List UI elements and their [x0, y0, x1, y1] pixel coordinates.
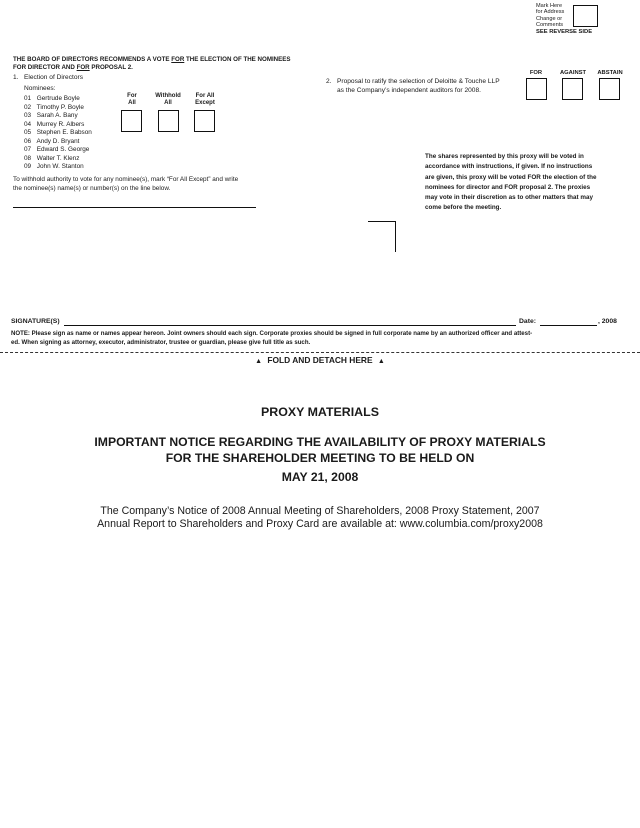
nominee-item: [24, 121, 84, 129]
meeting-date: MAY 21, 2008: [281, 470, 359, 484]
rec-line1-for: FOR: [171, 56, 185, 63]
nominee-number: 04: [24, 120, 32, 128]
date-label: Date:: [519, 318, 536, 325]
fold-detach-text: FOLD AND DETACH HERE: [267, 355, 373, 365]
address-mark-line: for Address: [536, 9, 565, 16]
note-line2: ed. When signing as attorney, executor, administrator, trustee or guardian, please give full title as such.: [11, 339, 311, 346]
nominee-name: Walter T. Klenz: [36, 154, 80, 162]
rec-line2-for: FOR: [76, 63, 90, 71]
up-arrow-icon: ▲: [377, 358, 385, 365]
up-arrow-icon: ▲: [255, 358, 263, 365]
note-line1: NOTE: Please sign as name or names appear hereon. Joint owners should each sign. Corporate proxies should be signed in full corporate name by an authorized officer and attest-: [11, 330, 533, 337]
withhold-instructions: [13, 175, 238, 193]
withhold-line2: the nominee(s) name(s) or number(s) on the line below.: [13, 185, 171, 192]
nominee-item: [24, 129, 92, 137]
corner-registration-mark: [368, 221, 396, 252]
nominee-name: Edward S. George: [36, 146, 90, 153]
proxy-statement-line: accordance with instructions, if given. If no instructions: [425, 163, 593, 171]
proposal2-line2: as the Company’s independent auditors for 2008.: [337, 86, 481, 94]
notice-body-line1: The Company’s Notice of 2008 Annual Meeting of Shareholders, 2008 Proxy Statement, 2007: [100, 505, 540, 517]
date-line[interactable]: [540, 325, 597, 326]
address-mark-line: Change or: [536, 15, 563, 22]
nominee-number: 06: [24, 137, 32, 145]
proxy-materials-heading: PROXY MATERIALS: [261, 405, 379, 419]
option-for-all-label: For All: [127, 93, 137, 106]
option-withhold-all-label: Withhold All: [155, 93, 181, 106]
nominee-item: [24, 155, 79, 163]
nominee-name: Murrey R. Albers: [36, 120, 85, 128]
proxy-statement-line: come before the meeting.: [425, 204, 502, 212]
notice-body: [0, 505, 640, 531]
address-mark-label: [536, 3, 576, 29]
nominee-number: 02: [24, 103, 32, 111]
nominee-name: John W. Stanton: [36, 163, 84, 170]
nominee-number: 08: [24, 154, 32, 162]
nominee-item: [24, 104, 84, 112]
proposal1-title: Election of Directors: [24, 74, 83, 81]
nominee-name: Timothy P. Boyle: [36, 103, 84, 111]
address-mark-line: Mark Here: [536, 3, 563, 9]
notice-body-line2: Annual Report to Shareholders and Proxy Card are available at: www.columbia.com/proxy2008: [97, 518, 543, 530]
see-reverse-side: SEE REVERSE SIDE: [536, 29, 593, 35]
signature-note: [11, 329, 631, 347]
board-recommendation: [13, 56, 291, 72]
proxy-statement-line: nominees for director and FOR proposal 2. The proxies: [425, 183, 591, 191]
nominee-name: Stephen E. Babson: [36, 129, 92, 136]
rec-line2-a: FOR DIRECTOR AND: [13, 63, 77, 71]
rec-line1-a: THE BOARD OF DIRECTORS RECOMMENDS A VOTE: [13, 56, 172, 63]
proposal2-against-label: AGAINST: [559, 70, 587, 76]
rec-line1-b: THE ELECTION OF THE NOMINEES: [184, 56, 291, 63]
nominee-number: 01: [24, 95, 32, 102]
proposal2-for-label: FOR: [529, 70, 543, 76]
proxy-statement-line: The shares represented by this proxy will be voted in: [425, 153, 584, 160]
fold-detach-instruction: [0, 355, 640, 365]
proposal2-abstain-checkbox[interactable]: [599, 78, 620, 100]
withhold-write-line[interactable]: [13, 207, 256, 208]
address-mark-line: Comments: [536, 22, 564, 29]
nominee-item: [24, 146, 89, 154]
nominee-item: [24, 95, 80, 103]
option-for-all-except-label: For All Except: [195, 93, 215, 106]
proxy-statement-line: are given, this proxy will be voted FOR the election of the: [425, 173, 597, 181]
proposal2-text: [337, 78, 500, 95]
signature-label: SIGNATURE(S): [11, 318, 60, 325]
nominee-item: [24, 163, 84, 171]
proxy-voting-statement: [425, 152, 621, 214]
nominee-number: 03: [24, 112, 32, 119]
withhold-all-checkbox[interactable]: [158, 110, 179, 132]
for-all-checkbox[interactable]: [121, 110, 142, 132]
proposal2-line1: Proposal to ratify the selection of Deloitte & Touche LLP: [337, 78, 500, 85]
for-all-except-checkbox[interactable]: [194, 110, 215, 132]
nominee-number: 09: [24, 163, 32, 170]
nominee-item: [24, 138, 79, 146]
proxy-statement-line: may vote in their discretion as to other matters that may: [425, 194, 593, 202]
fold-dashed-line: [0, 352, 640, 353]
nominee-item: [24, 112, 78, 120]
withhold-line1: To withhold authority to vote for any nominee(s), mark “For All Except” and write: [13, 176, 239, 183]
address-change-checkbox[interactable]: [573, 5, 598, 27]
proposal2-against-checkbox[interactable]: [562, 78, 583, 100]
proposal2-abstain-label: ABSTAIN: [597, 70, 623, 76]
rec-line2-b: PROPOSAL 2.: [89, 63, 133, 71]
nominee-name: Sarah A. Bany: [36, 112, 78, 119]
nominees-label: Nominees:: [24, 85, 56, 92]
date-year: , 2008: [598, 318, 617, 325]
nominee-name: Andy D. Bryant: [36, 137, 80, 145]
signature-line[interactable]: [64, 325, 516, 326]
proposal1-number: 1.: [13, 74, 19, 81]
notice-title: [0, 434, 640, 466]
proposal2-number: 2.: [326, 78, 332, 85]
nominee-number: 05: [24, 129, 32, 136]
notice-title-line1: IMPORTANT NOTICE REGARDING THE AVAILABILITY OF PROXY MATERIALS: [94, 435, 546, 449]
nominee-name: Gertrude Boyle: [36, 95, 80, 102]
proposal2-for-checkbox[interactable]: [526, 78, 547, 100]
notice-title-line2: FOR THE SHAREHOLDER MEETING TO BE HELD ON: [165, 451, 475, 465]
nominee-number: 07: [24, 146, 32, 153]
